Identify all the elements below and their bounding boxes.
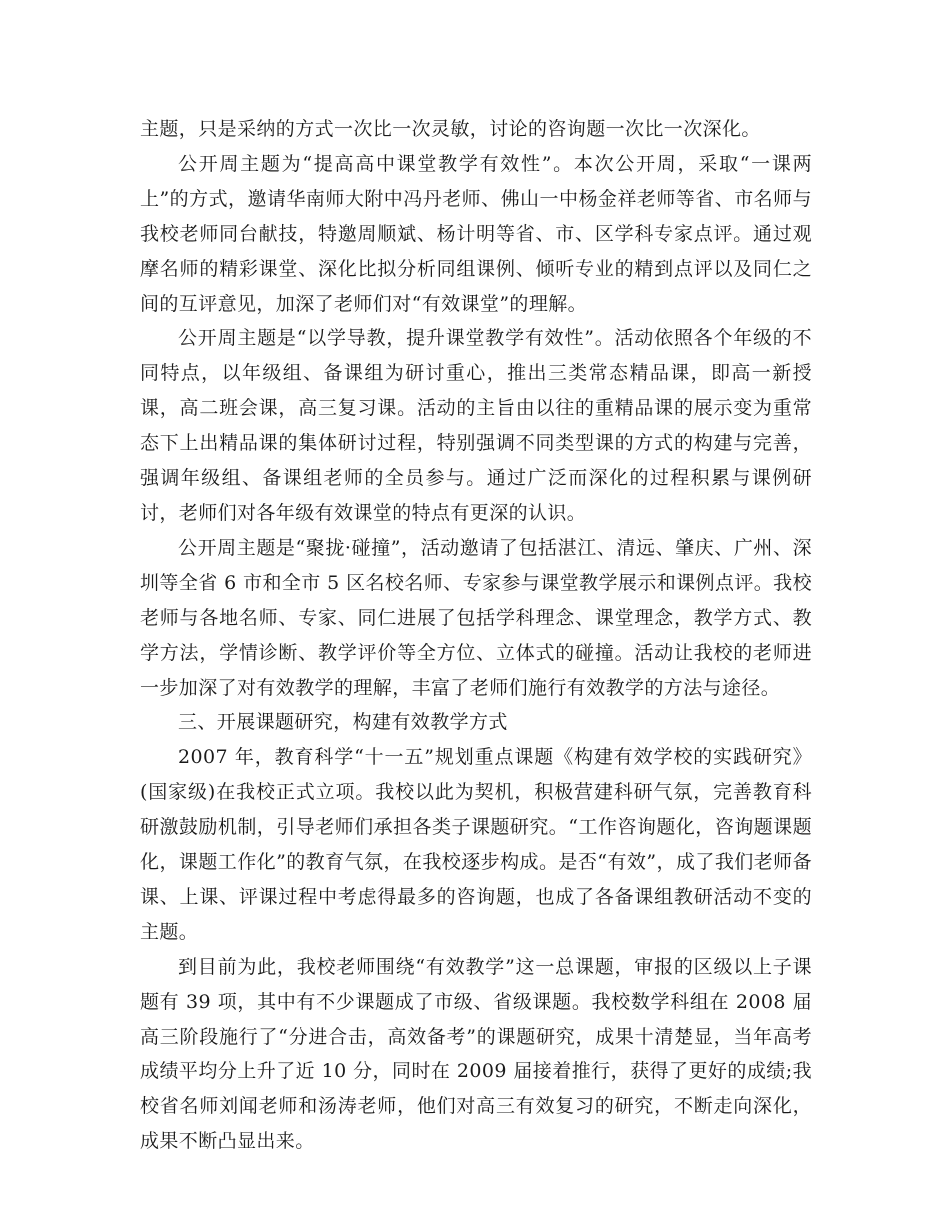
section-heading-research: 三、开展课题研究，构建有效教学方式 bbox=[178, 711, 508, 734]
paragraph-continuation: 主题，只是采纳的方式一次比一次灵敏，讨论的咨询题一次比一次深化。 bbox=[140, 118, 761, 140]
document-body bbox=[140, 112, 812, 1159]
paragraph-research-project: 2007 年，教育科学“十一五”规划重点课题《构建有效学校的实践研究》(国家级)在我校正式立项。我校以此为契机，积极营建科研气氛，完善教育科研激鼓励机制，引导老师们承担各类子课题研究。“工作咨询题化，咨询题课题化，课题工作化”的教育气氛，在我校逐步构成。是否“有效”，成了我们老师备课、上课、评课过程中考虑得最多的咨询题，也成了各备课组教研活动不变的主题。 bbox=[140, 746, 812, 943]
paragraph-open-week-theme-1: 公开周主题为“提高高中课堂教学有效性”。本次公开周，采取“一课两上”的方式，邀请华南师大附中冯丹老师、佛山一中杨金祥老师等省、市名师与我校老师同台献技，特邀周顺斌、杨计明等省、市、区学科专家点评。通过观摩名师的精彩课堂、深化比拟分析同组课例、倾听专业的精到点评以及同仁之间的互评意见，加深了老师们对“有效课堂”的理解。 bbox=[140, 152, 812, 315]
paragraph-open-week-theme-3: 公开周主题是“聚拢·碰撞”，活动邀请了包括湛江、清远、肇庆、广州、深圳等全省 6 市和全市 5 区名校名师、专家参与课堂教学展示和课例点评。我校老师与各地名师、专家、同仁进展了包括学科理念、课堂理念，教学方式、教学方法，学情诊断、教学评价等全方位、立体式的碰撞。活动让我校的老师进一步加深了对有效教学的理解，丰富了老师们施行有效教学的方法与途径。 bbox=[140, 536, 812, 699]
paragraph-research-results: 到目前为此，我校老师围绕“有效教学”这一总课题，审报的区级以上子课题有 39 项，其中有不少课题成了市级、省级课题。我校数学科组在 2008 届高三阶段施行了“分进合击，高效备考”的课题研究，成果十清楚显，当年高考成绩平均分上升了近 10 分，同时在 2009 届接着推行，获得了更好的成绩;我校省名师刘闻老师和汤涛老师，他们对高三有效复习的研究，不断走向深化，成果不断凸显出来。 bbox=[140, 955, 812, 1153]
paragraph-open-week-theme-2: 公开周主题是“以学导教，提升课堂教学有效性”。活动依照各个年级的不同特点，以年级组、备课组为研讨重心，推出三类常态精品课，即高一新授课，高二班会课，高三复习课。活动的主旨由以往的重精品课的展示变为重常态下上出精品课的集体研讨过程，特别强调不同类型课的方式的构建与完善，强调年级组、备课组老师的全员参与。通过广泛而深化的过程积累与课例研讨，老师们对各年级有效课堂的特点有更深的认识。 bbox=[140, 327, 812, 524]
